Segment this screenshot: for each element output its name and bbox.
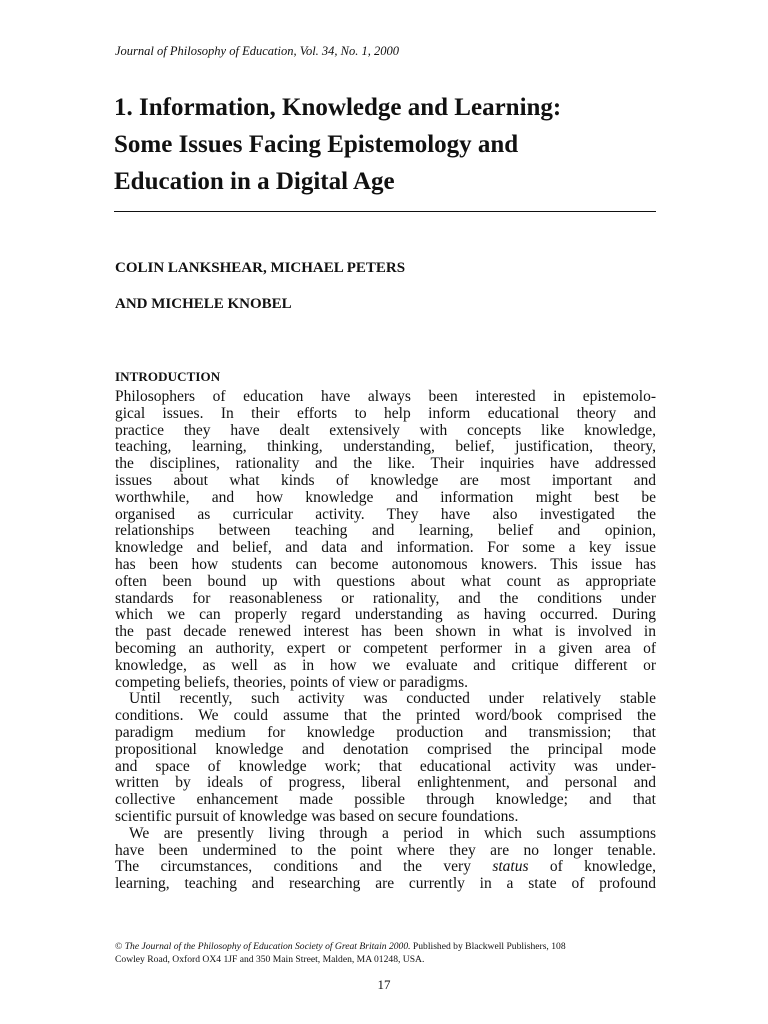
- body-line: knowledge and belief, and data and information. For some a key issue: [115, 539, 656, 557]
- body-line: written by ideals of progress, liberal enlightenment, and personal and: [115, 774, 656, 792]
- author-line: AND MICHELE KNOBEL: [115, 296, 292, 312]
- title-line: Education in a Digital Age: [114, 168, 395, 195]
- body-line: standards for reasonableness or rationality, and the conditions under: [115, 589, 656, 607]
- body-line: have been undermined to the point where they are no longer tenable.: [115, 841, 656, 859]
- author-line: COLIN LANKSHEAR, MICHAEL PETERS: [115, 260, 406, 276]
- footnote-line: Cowley Road, Oxford OX4 1JF and 350 Main Street, Malden, MA 01248, USA.: [115, 954, 425, 965]
- body-line: has been how students can become autonomous knowers. This issue has: [115, 555, 656, 573]
- body-line: and space of knowledge work; that educational activity was under-: [115, 757, 656, 775]
- body-line: teaching, learning, thinking, understanding, belief, justification, theory,: [115, 438, 656, 456]
- copyright-symbol: ©: [115, 941, 123, 952]
- body-line: We are presently living through a period in which such assumptions: [129, 824, 656, 842]
- body-line: paradigm medium for knowledge production and transmission; that: [115, 723, 656, 741]
- body-line: relationships between teaching and learning, belief and opinion,: [115, 522, 656, 540]
- body-line: learning, teaching and researching are currently in a state of profound: [115, 875, 656, 893]
- body-line: worthwhile, and how knowledge and information might best be: [115, 488, 656, 506]
- body-line: often been bound up with questions about what count as appropriate: [115, 572, 656, 590]
- copyright-footnote: [115, 940, 656, 966]
- body-line-head: The circumstances, conditions and the very: [115, 858, 493, 876]
- body-line: scientific pursuit of knowledge was based on secure foundations.: [115, 807, 519, 825]
- body-line: Until recently, such activity was conducted under relatively stable: [129, 690, 656, 708]
- journal-citation: Journal of Philosophy of Education, Vol. 34, No. 1, 2000: [115, 44, 400, 58]
- footnote-publisher: Published by Blackwell Publishers, 108: [410, 941, 566, 952]
- body-line: knowledge, as well as in how we evaluate and critique different or: [115, 656, 656, 674]
- body-line: becoming an authority, expert or competent performer in a given area of: [115, 639, 656, 657]
- author-list: [115, 250, 405, 322]
- body-text: [115, 389, 656, 893]
- body-line: practice they have dealt extensively with concepts like knowledge,: [115, 421, 656, 439]
- title-line: Some Issues Facing Epistemology and: [114, 131, 519, 158]
- body-line: conditions. We could assume that the printed word/book comprised the: [115, 707, 656, 725]
- title-line: 1. Information, Knowledge and Learning:: [114, 94, 562, 121]
- body-line: Philosophers of education have always been interested in epistemolo-: [115, 388, 656, 405]
- body-line: collective enhancement made possible through knowledge; and that: [115, 791, 656, 809]
- article-title: [114, 89, 674, 200]
- body-line: the past decade renewed interest has been shown in what is involved in: [115, 623, 656, 641]
- body-line: organised as curricular activity. They have also investigated the: [115, 505, 656, 523]
- body-line: issues about what kinds of knowledge are most important and: [115, 471, 656, 489]
- section-heading: INTRODUCTION: [115, 369, 221, 384]
- body-line: which we can properly regard understanding as having occurred. During: [115, 606, 656, 624]
- body-line: propositional knowledge and denotation comprised the principal mode: [115, 740, 656, 758]
- title-divider: [114, 211, 656, 212]
- body-line: the disciplines, rationality and the like. Their inquiries have addressed: [115, 455, 656, 473]
- body-line: gical issues. In their efforts to help inform educational theory and: [115, 404, 656, 422]
- body-line: competing beliefs, theories, points of view or paradigms.: [115, 673, 468, 691]
- body-line-with-emphasis: [115, 859, 656, 876]
- body-line-tail: of knowledge,: [528, 858, 656, 876]
- footnote-line: [115, 940, 656, 953]
- footnote-italic: The Journal of the Philosophy of Education Society of Great Britain 2000.: [124, 941, 411, 952]
- page-number: 17: [377, 977, 391, 992]
- emphasis-word: status: [492, 858, 529, 876]
